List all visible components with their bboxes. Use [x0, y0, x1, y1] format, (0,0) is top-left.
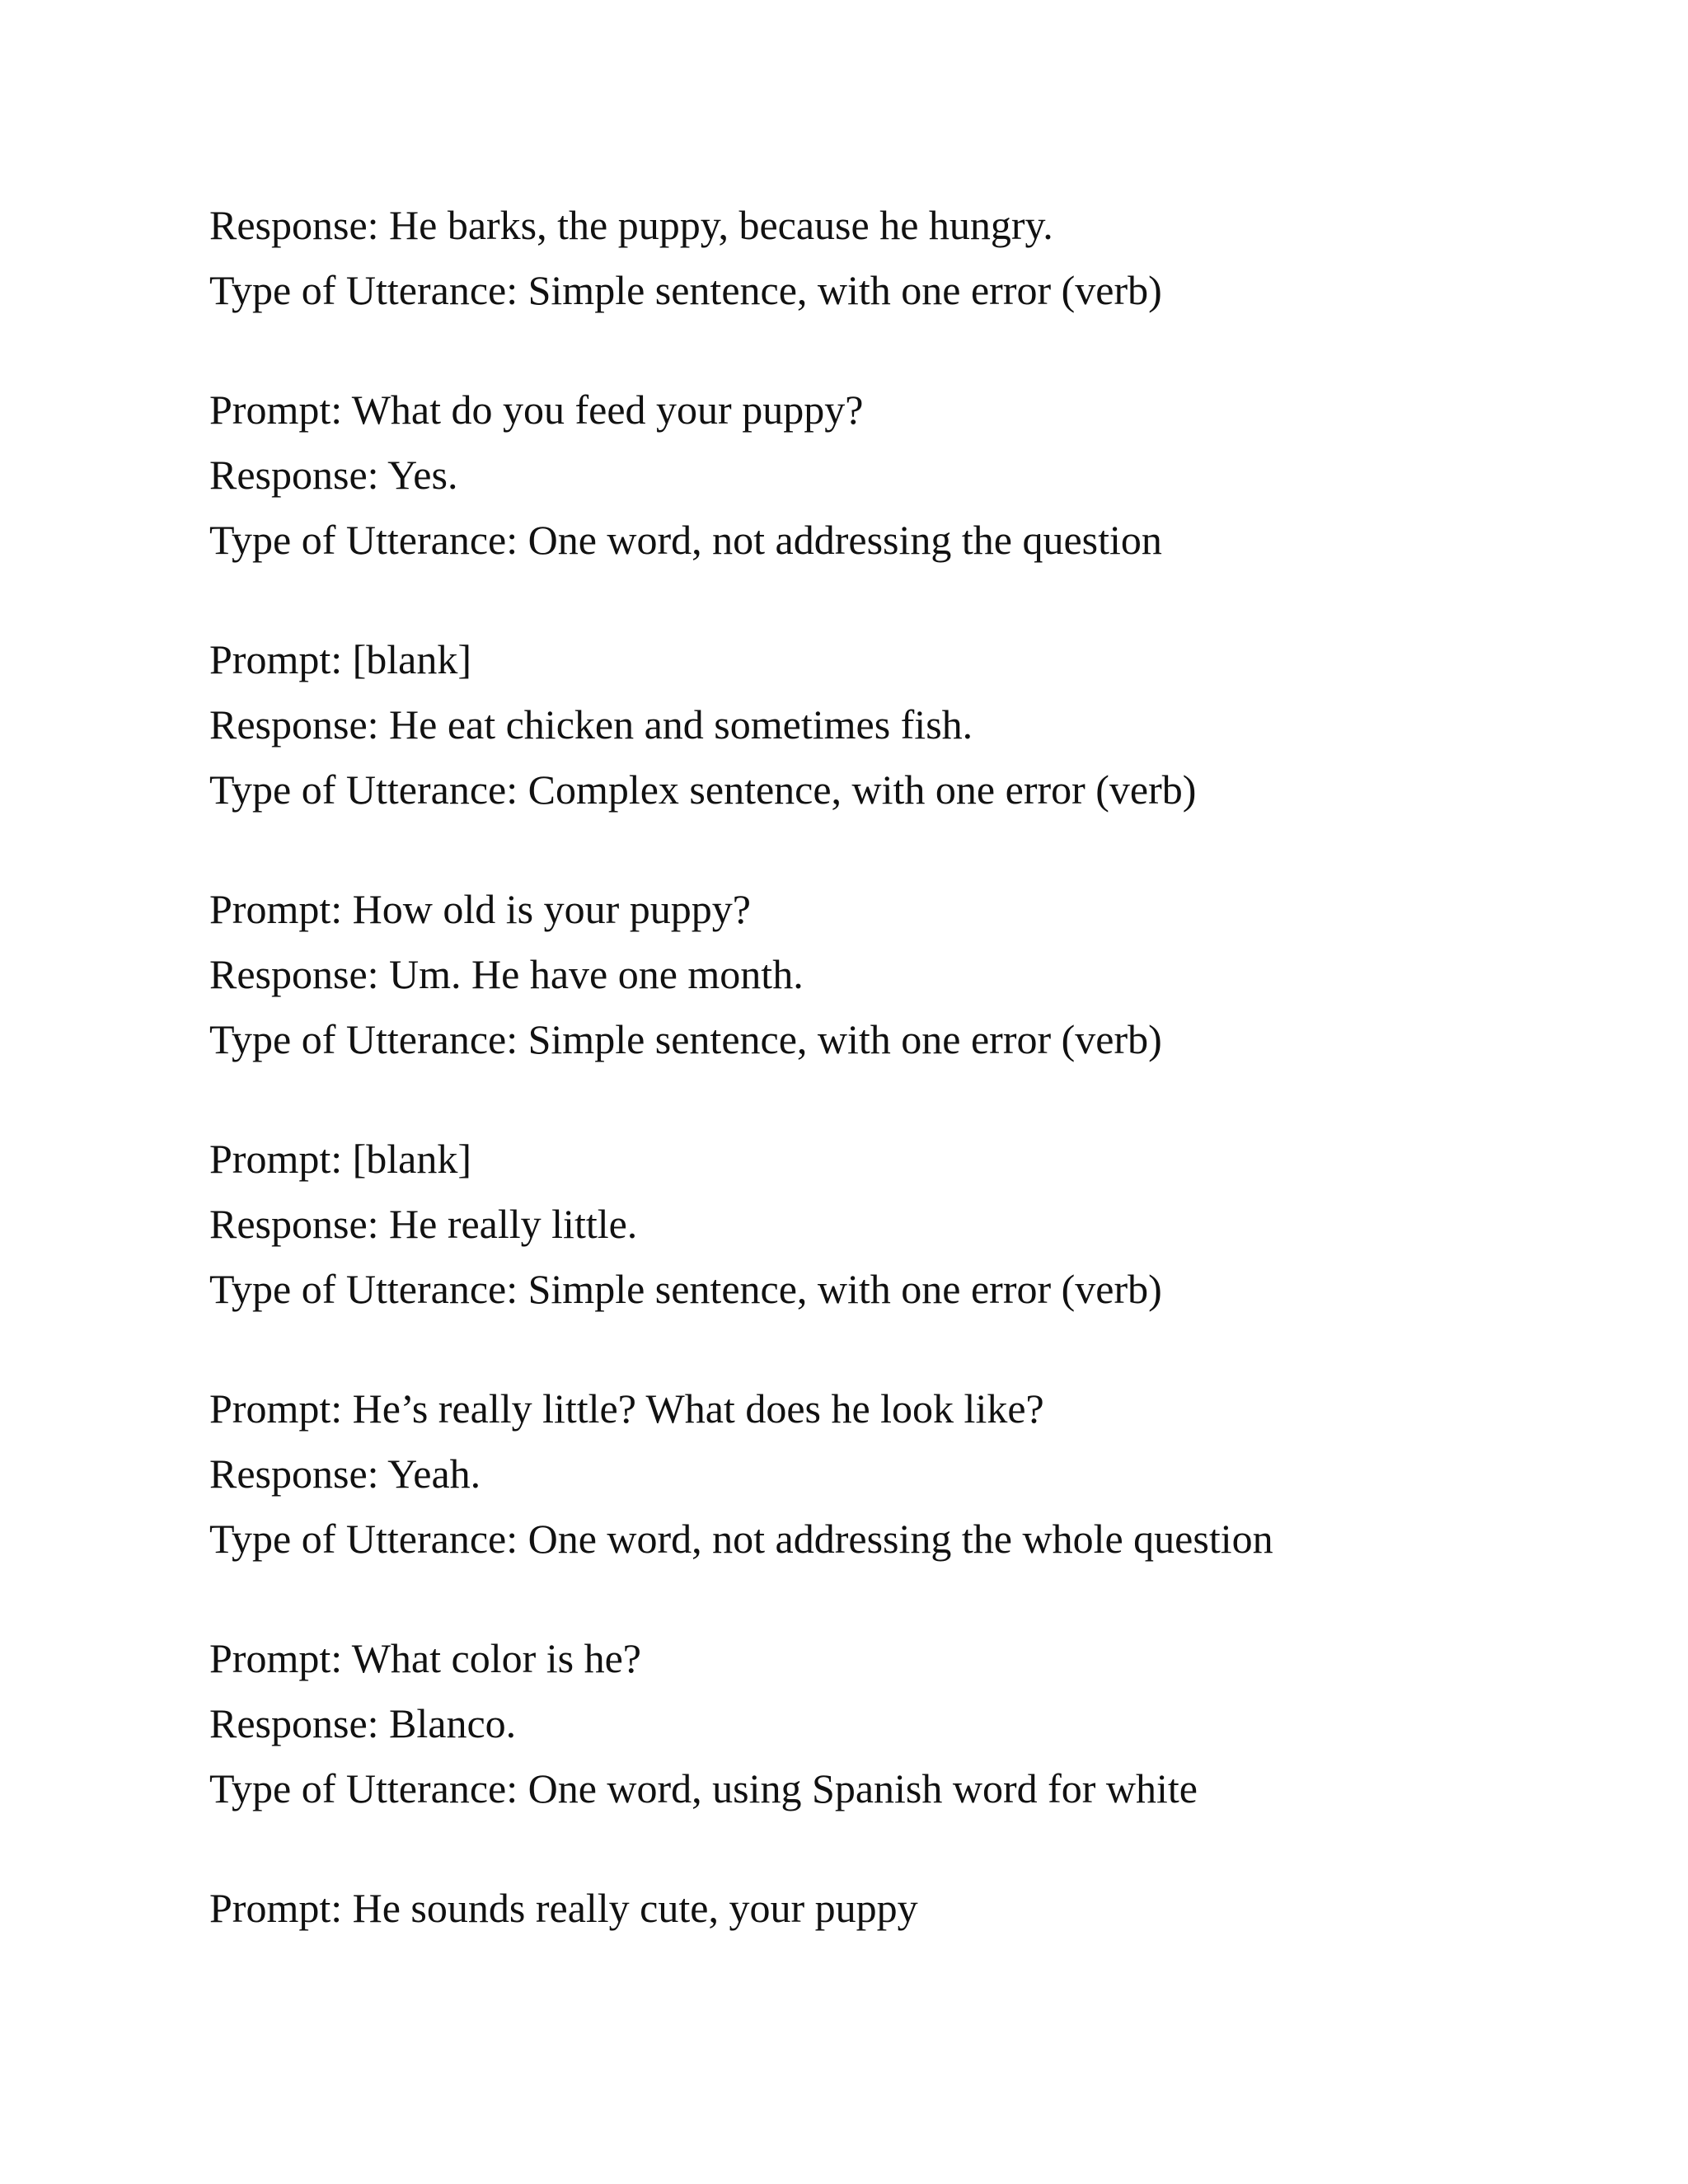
transcript-entry: [209, 193, 1528, 323]
utterance-type-line: Type of Utterance: One word, using Spanish word for white: [209, 1765, 1198, 1811]
utterance-type-line: Type of Utterance: Complex sentence, with one error (verb): [209, 766, 1197, 813]
utterance-type-line: Type of Utterance: Simple sentence, with one error (verb): [209, 267, 1162, 313]
prompt-line: Prompt: What color is he?: [209, 1635, 641, 1681]
response-line: Response: Yes.: [209, 452, 458, 498]
prompt-line: Prompt: [blank]: [209, 636, 472, 682]
utterance-type-line: Type of Utterance: Simple sentence, with one error (verb): [209, 1016, 1162, 1062]
transcript-entry: [209, 627, 1528, 823]
prompt-line: Prompt: What do you feed your puppy?: [209, 387, 864, 433]
prompt-line: Prompt: He sounds really cute, your puppy: [209, 1885, 918, 1931]
response-line: Response: He barks, the puppy, because he hungry.: [209, 202, 1053, 248]
response-line: Response: He eat chicken and sometimes fish.: [209, 701, 973, 748]
response-line: Response: Um. He have one month.: [209, 951, 804, 997]
utterance-type-line: Type of Utterance: One word, not addressing the question: [209, 517, 1162, 563]
utterance-type-line: Type of Utterance: One word, not addressing the whole question: [209, 1516, 1273, 1562]
transcript-entry: [209, 1876, 1528, 1941]
transcript-entry: [209, 1127, 1528, 1322]
transcript-body: [209, 193, 1528, 1941]
transcript-entry: [209, 1626, 1528, 1821]
prompt-line: Prompt: [blank]: [209, 1136, 472, 1182]
prompt-line: Prompt: How old is your puppy?: [209, 886, 751, 932]
response-line: Response: Yeah.: [209, 1451, 481, 1497]
transcript-entry: [209, 1376, 1528, 1572]
transcript-entry: [209, 377, 1528, 573]
response-line: Response: Blanco.: [209, 1700, 517, 1746]
response-line: Response: He really little.: [209, 1201, 638, 1247]
utterance-type-line: Type of Utterance: Simple sentence, with one error (verb): [209, 1266, 1162, 1312]
transcript-entry: [209, 877, 1528, 1072]
prompt-line: Prompt: He’s really little? What does he look like?: [209, 1385, 1044, 1432]
